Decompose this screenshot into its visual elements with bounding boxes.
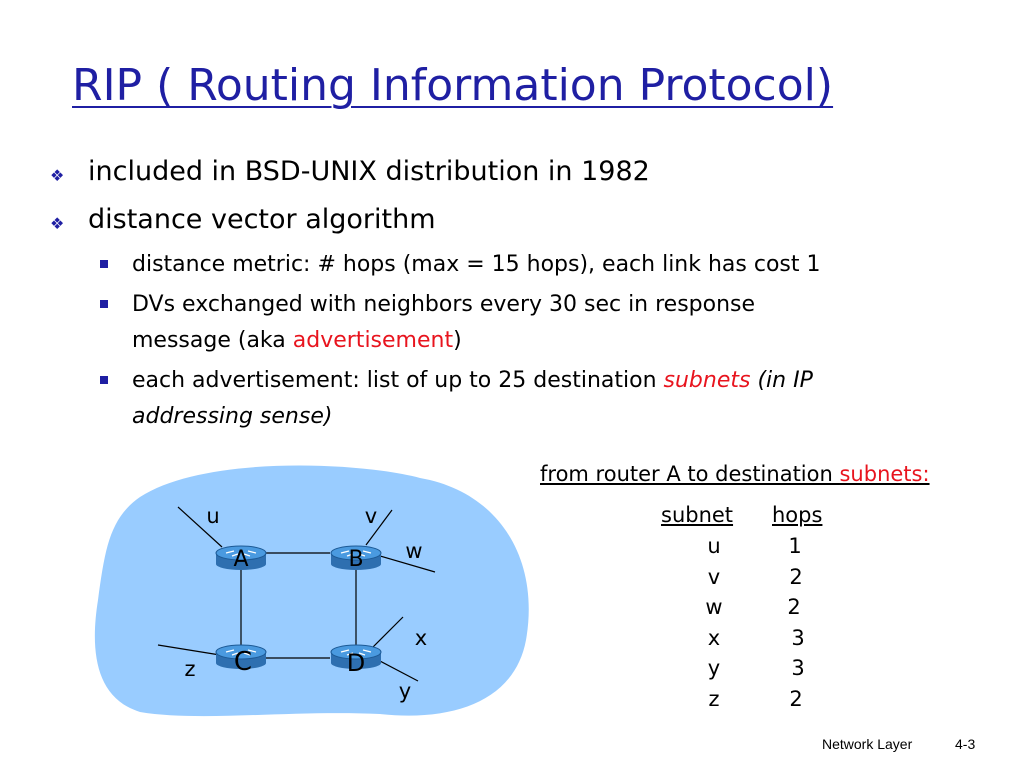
subnet-z-label: z [184,657,196,681]
text-part: (in IP [750,368,813,393]
subnet-w-label: w [405,539,423,563]
table-cell-subnet: x [707,626,721,650]
table-cell-hops: 1 [788,534,802,558]
table-cell-hops: 2 [787,595,801,619]
network-cloud [95,466,529,717]
footer-section: Network Layer [822,736,913,752]
router-d-label: D [346,649,366,677]
footer-page-number: 4-3 [955,736,976,752]
text-part: ) [453,328,462,353]
subnet-u-label: u [206,504,220,528]
bullet-text: distance vector algorithm [88,204,436,235]
sub-bullet-text: distance metric: # hops (max = 15 hops), each link has cost 1 [132,252,821,277]
text-part: message (aka [132,328,293,353]
table-caption [540,462,930,486]
caption-subnets-term: subnets: [839,462,930,486]
table-cell-subnet: y [707,656,721,680]
caption-text: from router A to destination [540,462,840,486]
subnet-y-label: y [398,679,412,703]
table-cell-subnet: u [707,534,721,558]
table-cell-hops: 3 [791,656,805,680]
table-cell-hops: 3 [791,626,805,650]
text-part: each advertisement: list of up to 25 destination [132,368,664,393]
table-cell-subnet: z [708,687,720,711]
advertisement-term: advertisement [292,328,454,353]
sub-bullet-text-line2: addressing sense) [132,404,333,429]
diamond-bullet-icon: ❖ [50,166,65,185]
header-subnet: subnet [661,503,734,527]
subnet-x-label: x [414,626,428,650]
slide-title: RIP ( Routing Information Protocol) [72,60,834,111]
router-b-label: B [348,547,364,572]
table-cell-hops: 2 [789,687,803,711]
router-a-label: A [233,547,249,572]
sub-bullet-text: DVs exchanged with neighbors every 30 sec in response [132,292,756,317]
bullet-text: included in BSD-UNIX distribution in 1982 [88,156,650,187]
diamond-bullet-icon: ❖ [50,214,65,233]
table-cell-subnet: v [707,565,721,589]
subnets-term: subnets [663,368,751,393]
table-cell-subnet: w [705,595,723,619]
router-c-label: C [233,647,253,677]
subnet-v-label: v [364,504,378,528]
header-hops: hops [772,503,823,527]
table-cell-hops: 2 [789,565,803,589]
